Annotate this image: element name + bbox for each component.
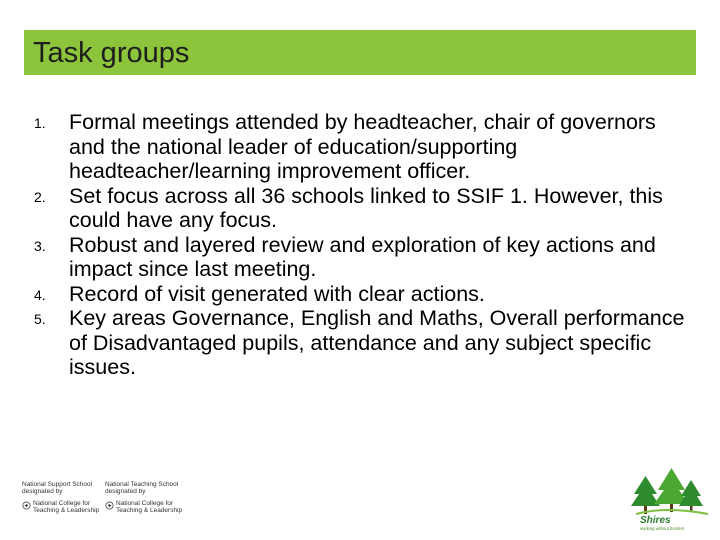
- shires-name: Shires: [640, 515, 671, 526]
- logo-line: National Support School: [22, 481, 93, 488]
- list-item: [0, 233, 700, 282]
- logo-line: designated by: [105, 488, 146, 496]
- crest-icon: [22, 501, 31, 510]
- trees-icon: [631, 468, 708, 514]
- shires-tagline: working without borders: [640, 526, 685, 531]
- list-item: [0, 110, 700, 184]
- logo-line: National College for: [116, 499, 174, 507]
- list-item: [0, 184, 700, 233]
- list-number: 3.: [34, 237, 46, 254]
- list-item-text: Formal meetings attended by headteacher, chair of governors and the national leader of education/supporting headteacher/learning improvement officer.: [69, 110, 656, 183]
- crest-icon: [105, 501, 114, 510]
- list-number: 5.: [34, 311, 46, 327]
- national-support-school-logo: [22, 481, 99, 515]
- logo-line: National Teaching School: [105, 481, 179, 488]
- title-bar: [24, 30, 696, 75]
- list-item: [0, 282, 700, 307]
- list-number: 4.: [34, 286, 46, 303]
- list-item-text: Set focus across all 36 schools linked to SSIF 1. However, this could have any focus.: [69, 183, 663, 232]
- slide-title: Task groups: [33, 37, 190, 69]
- list-item-text: Robust and layered review and exploration of key actions and impact since last meeting.: [69, 232, 656, 281]
- shires-logo: [626, 464, 714, 534]
- list-item-text: Record of visit generated with clear actions.: [69, 281, 485, 306]
- logo-line: National College for: [33, 499, 91, 507]
- logo-line: Teaching & Leadership: [116, 507, 183, 515]
- task-list: [0, 110, 700, 380]
- list-item: [0, 306, 700, 380]
- list-number: 2.: [34, 188, 46, 205]
- logo-line: Teaching & Leadership: [33, 507, 100, 515]
- list-item-text: Key areas Governance, English and Maths, Overall performance of Disadvantaged pupils, attendance and any subject specific issues.: [69, 306, 685, 379]
- logo-line: designated by: [22, 488, 63, 496]
- national-teaching-school-logo: [105, 481, 182, 515]
- list-number: 1.: [34, 115, 46, 131]
